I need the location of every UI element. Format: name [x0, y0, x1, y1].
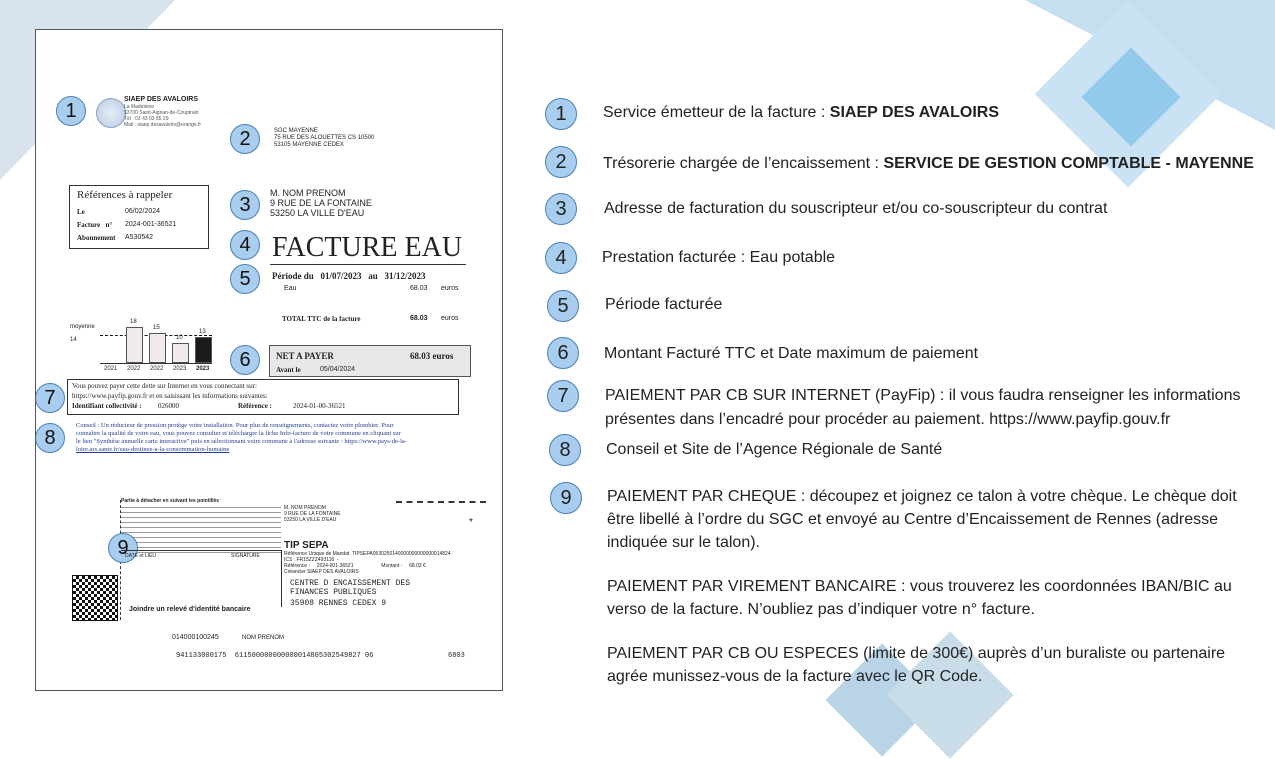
- bottom-line2-end: 6803: [448, 652, 465, 660]
- eau-value: 68.03: [410, 285, 428, 292]
- chart-bar: [126, 327, 143, 363]
- treasury-line1: SGC MAYENNE: [274, 128, 318, 134]
- conseil-line3[interactable]: le lien "Synthèse annuelle carte interactive" puis en sélectionnant votre commune à l'adresse suivante : https://www.pays-de-la-: [76, 438, 407, 445]
- legend-text-5: Période facturée: [605, 296, 723, 313]
- conseil-line2: connaître la qualité de votre eau, vous pouvez consulter et télécharger la fiche Info-facture de votre commune en cliquant sur: [76, 430, 401, 437]
- references-facture-value: 2024-001-36521: [125, 221, 177, 228]
- references-abonnement-value: A530542: [125, 234, 154, 241]
- legend-item-4: [545, 242, 1265, 276]
- avant-value: 05/04/2024: [320, 366, 356, 373]
- invoice-title: FACTURE EAU: [272, 232, 463, 263]
- chart-value-label: 18: [130, 319, 137, 325]
- badge-9: 9: [108, 533, 138, 563]
- chart-category-label: 2023: [173, 366, 187, 372]
- bottom-line1-name: NOM PRENOM: [242, 635, 284, 641]
- badge-5: 5: [230, 264, 260, 294]
- qr-code-icon: [72, 575, 118, 621]
- chart-category-label: 2022: [127, 366, 141, 372]
- legend-item-1: [545, 97, 1265, 131]
- badge-1: 1: [56, 96, 86, 126]
- address-line3: 53250 LA VILLE D'EAU: [270, 208, 365, 218]
- conseil-link[interactable]: loire.ars.sante.fr/eau-destinee-a-la-consommation-humaine: [76, 446, 230, 453]
- date-lieu-label: DATE et LIEU: [125, 553, 157, 559]
- consumption-chart: [66, 310, 226, 372]
- badge-6: 6: [230, 345, 260, 375]
- badge-7: 7: [35, 383, 65, 413]
- payfip-ref-label: Référence :: [238, 402, 272, 410]
- bottom-line2-code: 941133000175 611500000000000014805302549827 06: [176, 652, 374, 660]
- chart-bar: [149, 333, 166, 363]
- payfip-ref-value: 2024-01-00-36521: [293, 402, 346, 410]
- legend-item-2: [545, 146, 1265, 180]
- references-le-label: Le: [77, 208, 85, 216]
- payfip-line1: Vous pouvez payer cette dette sur Internet en vous connectant sur:: [72, 382, 257, 390]
- badge-2: 2: [230, 124, 260, 154]
- signature-label: SIGNATURE: [231, 553, 260, 559]
- references-abonnement-label: Abonnement: [77, 234, 116, 242]
- rib-label: Joindre un relevé d'identité bancaire: [129, 606, 251, 613]
- date-signature-box: [121, 550, 282, 607]
- issuer-logo-icon: [96, 98, 126, 128]
- legend-buraliste: [545, 641, 1265, 691]
- address-line1: M. NOM PRENOM: [270, 188, 346, 198]
- issuer-line3: 53700 Saint-Aignan-de-Couptrain: [124, 110, 199, 116]
- legend-virement: [545, 574, 1265, 624]
- payfip-id-value: 026000: [158, 402, 179, 410]
- references-box: [69, 185, 209, 249]
- badge-4: 4: [230, 230, 260, 260]
- tip-line3: Référence : 2024-001-36521 Montant : 68.03 €: [284, 563, 426, 569]
- centre-line1: CENTRE D ENCAISSEMENT DES: [290, 579, 411, 588]
- legend-item-5: [545, 290, 1265, 324]
- avant-label: Avant le: [276, 366, 301, 374]
- eau-label: Eau: [284, 285, 297, 292]
- chart-category-label: 2021: [104, 366, 118, 372]
- payfip-box: [67, 379, 459, 415]
- references-le-value: 06/02/2024: [125, 208, 161, 215]
- chart-category-label: 2022: [150, 366, 164, 372]
- legend-item-9: [545, 482, 1265, 562]
- payfip-id-label: Identifiant collectivité :: [72, 402, 142, 410]
- issuer-line5: Mail : siaep.desavaloirs@orange.fr: [124, 122, 202, 128]
- legend-item-3: [545, 193, 1265, 227]
- legend-badge-8: 8: [549, 434, 581, 466]
- references-facture-label: Facture n°: [77, 221, 113, 229]
- badge-8: 8: [35, 423, 65, 453]
- chart-bar: [195, 337, 212, 363]
- talon-star: *: [469, 517, 473, 528]
- total-label: TOTAL TTC de la facture: [282, 315, 361, 323]
- legend-badge-1: 1: [545, 98, 577, 130]
- eau-euros: euros: [441, 285, 459, 292]
- issuer-line4: Tél : 02 43 03 85 29: [124, 116, 169, 122]
- legend-text-1: Service émetteur de la facture : SIAEP DES AVALOIRS: [603, 104, 999, 121]
- title-underline: [270, 264, 466, 265]
- legend-item-7: [545, 380, 1265, 436]
- tip-line2: ICS : FR15ZZZ493116 -: [284, 557, 339, 563]
- legend-text-9-line3: indiquée sur le talon).: [607, 534, 760, 551]
- virement-line1: PAIEMENT PAR VIREMENT BANCAIRE : vous trouverez les coordonnées IBAN/BIC au: [607, 578, 1232, 595]
- tip-line1: Référence Unique de Mandat TIPSEPA0530250140000000000000014824: [284, 551, 451, 557]
- payfip-line2: https://www.payfip.gouv.fr et en saisissant les informations suivantes:: [72, 392, 268, 400]
- net-label: NET A PAYER: [276, 351, 334, 361]
- legend-text-8: Conseil et Site de l’Agence Régionale de Santé: [606, 441, 943, 458]
- conseil-line1: Conseil : Un réducteur de pression protège votre installation. Pour plus de renseignements, contactez votre plombier. Pour: [76, 422, 394, 429]
- legend-text-3: Adresse de facturation du souscripteur et/ou co-souscripteur du contrat: [604, 200, 1108, 217]
- legend-badge-2: 2: [545, 146, 577, 178]
- legend-item-8: [545, 434, 1265, 468]
- talon-mandate-text: [121, 505, 281, 553]
- bottom-line1-code: 014000100245: [172, 634, 219, 641]
- legend-badge-6: 6: [547, 337, 579, 369]
- badge-3: 3: [230, 190, 260, 220]
- talon-address-line2: 9 RUE DE LA FONTAINE: [284, 511, 341, 517]
- legend-text-9-line1: PAIEMENT PAR CHEQUE : découpez et joignez ce talon à votre chèque. Le chèque doit: [607, 488, 1237, 505]
- legend-text-9-line2: être libellé à l’ordre du SGC et envoyé au Centre d’Encaissement de Rennes (adresse: [607, 511, 1218, 528]
- net-value: 68.03 euros: [410, 351, 454, 361]
- chart-bar: [172, 343, 189, 363]
- net-to-pay-box: [269, 345, 471, 377]
- issuer-line2: La Madeleine: [124, 104, 155, 110]
- legend-text-2: Trésorerie chargée de l’encaissement : SERVICE DE GESTION COMPTABLE - MAYENNE: [603, 155, 1254, 172]
- legend-text-4: Prestation facturée : Eau potable: [602, 249, 836, 266]
- buraliste-line1: PAIEMENT PAR CB OU ESPECES (limite de 300€) auprès d’un buraliste ou partenaire: [607, 645, 1226, 662]
- cut-line-right: [396, 501, 486, 503]
- legend-badge-5: 5: [547, 290, 579, 322]
- centre-line2: FINANCES PUBLIQUES: [290, 588, 377, 597]
- total-euros: euros: [441, 315, 459, 322]
- tip-line4: Créancier SIAEP DES AVALOIRS: [284, 569, 359, 575]
- centre-line3: 35908 RENNES CEDEX 9: [290, 599, 387, 608]
- chart-axis: [100, 363, 212, 364]
- chart-value-label: 13: [199, 329, 206, 335]
- legend-text-7-line1: PAIEMENT PAR CB SUR INTERNET (PayFip) : il vous faudra renseigner les informations: [605, 387, 1241, 404]
- references-title: Références à rappeler: [77, 189, 173, 201]
- legend-badge-4: 4: [545, 242, 577, 274]
- legend-item-6: [545, 337, 1265, 371]
- talon-address-line3: 53250 LA VILLE D'EAU: [284, 517, 337, 523]
- issuer-name: SIAEP DES AVALOIRS: [124, 96, 199, 103]
- total-value: 68.03: [410, 315, 428, 322]
- legend-text-7-line2: présentes dans l’encadré pour procéder au paiement. https://www.payfip.gouv.fr: [605, 411, 1171, 428]
- talon-address-line1: M. NOM PRENOM: [284, 505, 326, 511]
- treasury-line3: 53105 MAYENNE CEDEX: [274, 142, 344, 148]
- invoice-document: [35, 29, 503, 691]
- address-line2: 9 RUE DE LA FONTAINE: [270, 198, 372, 208]
- legend-badge-3: 3: [545, 193, 577, 225]
- legend-badge-9: 9: [550, 482, 582, 514]
- legend-text-6: Montant Facturé TTC et Date maximum de paiement: [604, 345, 979, 362]
- tip-title: TIP SEPA: [284, 540, 329, 551]
- talon-title: Partie à détacher en suivant les pointillés: [121, 498, 220, 504]
- virement-line2: verso de la facture. N’oubliez pas d’indiquer votre n° facture.: [607, 601, 1035, 618]
- legend-badge-7: 7: [547, 380, 579, 412]
- treasury-line2: 75 RUE DES ALOUETTES CS 10500: [274, 135, 375, 141]
- buraliste-line2: agrée munissez-vous de la facture avec le QR Code.: [607, 668, 983, 685]
- period-text: Période du 01/07/2023 au 31/12/2023: [272, 271, 426, 281]
- chart-average-label: moyenne: [70, 324, 95, 330]
- chart-value-label: 10: [176, 335, 183, 341]
- chart-average-value: 14: [70, 337, 77, 343]
- chart-value-label: 15: [153, 325, 160, 331]
- chart-category-label: 2023: [196, 366, 210, 372]
